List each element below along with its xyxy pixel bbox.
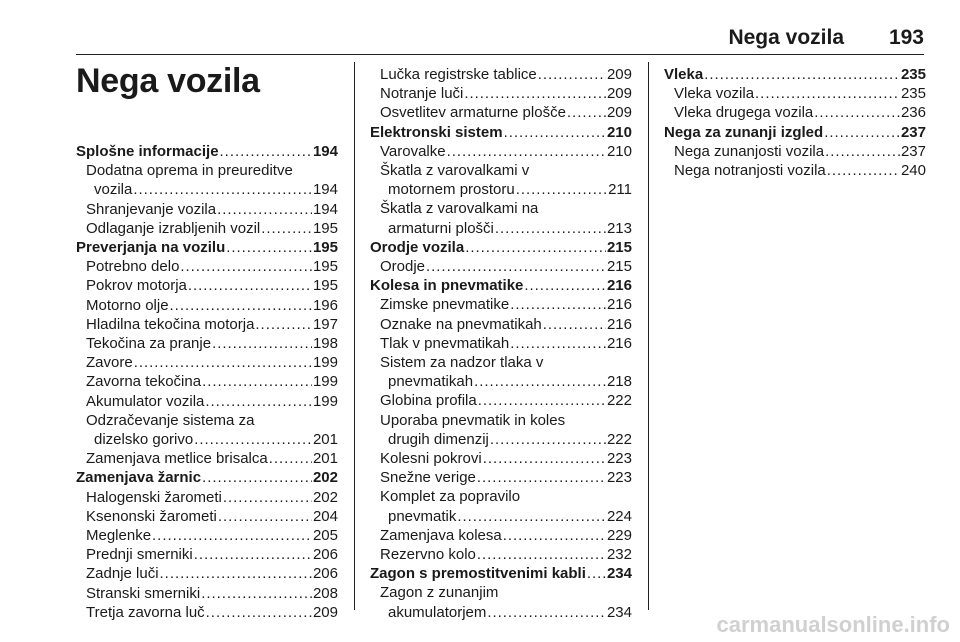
toc-section[interactable] — [370, 238, 632, 257]
dot-leader — [133, 180, 312, 199]
toc-entry[interactable] — [370, 65, 632, 84]
dot-leader — [487, 603, 606, 622]
toc-entry-title-line: Škatla z varovalkami v — [380, 162, 530, 180]
dot-leader — [220, 142, 312, 161]
toc-entry-title: Pokrov motorja — [86, 277, 187, 295]
toc-page-number: 194 — [312, 143, 338, 160]
toc-entry-title: Akumulator vozila — [86, 392, 205, 410]
toc-entry[interactable] — [76, 315, 338, 334]
toc-line — [86, 603, 338, 622]
toc-line — [380, 372, 632, 391]
toc-entry[interactable] — [76, 276, 338, 295]
toc-page-number: 218 — [606, 373, 632, 391]
toc-entry-title: Oznake na pnevmatikah — [380, 315, 542, 333]
toc-entry-title-line: Uporaba pnevmatik in koles — [380, 411, 566, 429]
toc-entry[interactable] — [370, 353, 632, 391]
toc-line — [380, 449, 632, 468]
toc-entry-title: Tlak v pnevmatikah — [380, 334, 510, 352]
dot-leader — [269, 449, 312, 468]
toc-column-1 — [76, 142, 338, 622]
toc-entry-title: Nega notranjosti vozila — [674, 162, 826, 180]
toc-page-number: 216 — [606, 296, 632, 314]
toc-entry[interactable] — [76, 353, 338, 372]
dot-leader — [194, 545, 312, 564]
toc-entry-title: drugih dimenzij — [388, 430, 489, 448]
dot-leader — [457, 507, 606, 526]
toc-entry-title: Potrebno delo — [86, 258, 180, 276]
toc-entry[interactable] — [76, 507, 338, 526]
dot-leader — [524, 276, 606, 295]
toc-line — [370, 123, 632, 142]
toc-entry-title: dizelsko gorivo — [94, 431, 194, 449]
toc-entry-title: Snežne verige — [380, 469, 476, 487]
watermark: carmanualsonline.info — [716, 612, 950, 637]
dot-leader — [170, 296, 312, 315]
dot-leader — [587, 564, 606, 583]
toc-entry[interactable] — [370, 142, 632, 161]
toc-entry[interactable] — [370, 449, 632, 468]
toc-entry-title: Lučka registrske tablice — [380, 66, 537, 83]
toc-section-title: Kolesa in pnevmatike — [370, 277, 524, 295]
toc-line — [86, 430, 338, 449]
header-title: Nega vozila — [728, 26, 844, 49]
toc-page-number: 201 — [312, 431, 338, 449]
toc-page-number: 209 — [606, 85, 632, 103]
toc-entry[interactable] — [76, 372, 338, 391]
dot-leader — [474, 372, 606, 391]
toc-entry[interactable] — [76, 603, 338, 622]
dot-leader — [160, 564, 312, 583]
toc-line — [86, 180, 338, 199]
dot-leader — [426, 257, 606, 276]
toc-line — [86, 392, 338, 411]
dot-leader — [477, 468, 606, 487]
toc-line — [380, 315, 632, 334]
toc-entry-title: Motorno olje — [86, 296, 169, 314]
toc-entry[interactable] — [370, 468, 632, 487]
dot-leader — [217, 200, 312, 219]
toc-entry[interactable] — [370, 487, 632, 525]
toc-entry[interactable] — [76, 161, 338, 199]
dot-leader — [516, 180, 607, 199]
dot-leader — [510, 295, 606, 314]
toc-entry-title-line: Zagon z zunanjim — [380, 584, 499, 602]
toc-column-3 — [664, 65, 926, 180]
toc-line — [76, 238, 338, 257]
toc-line — [380, 526, 632, 545]
dot-leader — [495, 219, 606, 238]
toc-page-number: 198 — [312, 335, 338, 353]
toc-line — [86, 488, 338, 507]
toc-entry[interactable] — [664, 84, 926, 103]
toc-entry-title: Zavore — [86, 354, 133, 372]
toc-page-number: 216 — [606, 334, 632, 352]
toc-entry-title: Zadnje luči — [86, 565, 159, 583]
toc-entry-title: Varovalke — [380, 142, 446, 160]
dot-leader — [180, 257, 312, 276]
toc-page-number: 197 — [312, 315, 338, 333]
toc-entry[interactable] — [76, 411, 338, 449]
toc-entry-title: Nega zunanjosti vozila — [674, 142, 825, 160]
toc-entry[interactable] — [370, 526, 632, 545]
toc-page-number: 194 — [312, 200, 338, 218]
dot-leader — [226, 238, 312, 257]
toc-entry[interactable] — [76, 449, 338, 468]
toc-page-number: 196 — [312, 296, 338, 314]
toc-page-number: 195 — [312, 277, 338, 295]
toc-entry[interactable] — [370, 199, 632, 237]
toc-page-number: 209 — [312, 603, 338, 621]
toc-entry-title: Prednji smerniki — [86, 546, 193, 564]
dot-leader — [510, 334, 606, 353]
toc-entry-title: Halogenski žarometi — [86, 488, 222, 506]
toc-page-number: 211 — [608, 181, 632, 199]
toc-column-2 — [370, 65, 632, 622]
dot-leader — [188, 276, 312, 295]
toc-entry[interactable] — [664, 103, 926, 122]
toc-entry[interactable] — [76, 296, 338, 315]
toc-line — [76, 468, 338, 487]
toc-entry-title: Meglenke — [86, 527, 152, 545]
toc-entry[interactable] — [370, 295, 632, 314]
toc-line — [380, 142, 632, 161]
dot-leader — [218, 507, 312, 526]
dot-leader — [483, 449, 606, 468]
toc-page-number: 222 — [606, 430, 632, 448]
toc-line — [86, 507, 338, 526]
toc-section[interactable] — [76, 468, 338, 487]
toc-section-title: Splošne informacije — [76, 143, 219, 160]
toc-line — [86, 296, 338, 315]
dot-leader — [212, 334, 312, 353]
toc-page-number: 201 — [312, 450, 338, 468]
dot-leader — [447, 142, 606, 161]
toc-page-number: 199 — [312, 373, 338, 391]
toc-entry[interactable] — [370, 161, 632, 199]
toc-page-number: 222 — [606, 392, 632, 410]
toc-entry[interactable] — [76, 257, 338, 276]
toc-entry-title: Zamenjava kolesa — [380, 526, 502, 544]
toc-section-title: Vleka — [664, 66, 704, 83]
toc-section-title: Preverjanja na vozilu — [76, 239, 226, 257]
toc-entry[interactable] — [76, 219, 338, 238]
dot-leader — [755, 84, 900, 103]
toc-line — [86, 219, 338, 238]
page-title: Nega vozila — [76, 62, 260, 100]
toc-entry[interactable] — [664, 161, 926, 180]
toc-line — [380, 603, 632, 622]
toc-page-number: 234 — [606, 603, 632, 621]
toc-line — [86, 372, 338, 391]
toc-page-number: 216 — [606, 277, 632, 295]
toc-page-number: 223 — [606, 450, 632, 468]
toc-section-title: Elektronski sistem — [370, 123, 503, 141]
toc-entry[interactable] — [664, 142, 926, 161]
toc-line — [86, 200, 338, 219]
toc-entry-title: Stranski smerniki — [86, 584, 201, 602]
toc-page-number: 202 — [312, 488, 338, 506]
toc-entry-title: Rezervno kolo — [380, 546, 476, 564]
toc-entry-title: Ksenonski žarometi — [86, 507, 217, 525]
dot-leader — [478, 391, 606, 410]
toc-line — [664, 123, 926, 142]
dot-leader — [503, 526, 606, 545]
toc-page-number: 205 — [312, 527, 338, 545]
toc-section[interactable] — [76, 142, 338, 161]
toc-page-number: 232 — [606, 546, 632, 564]
toc-entry[interactable] — [370, 315, 632, 334]
toc-entry-title: Zavorna tekočina — [86, 373, 202, 391]
toc-line — [674, 161, 926, 180]
toc-entry-title: Zimske pnevmatike — [380, 296, 510, 314]
toc-page-number: 206 — [312, 565, 338, 583]
toc-page-number: 235 — [900, 66, 926, 83]
toc-line — [380, 84, 632, 103]
toc-page-number: 209 — [606, 66, 632, 83]
toc-line — [380, 180, 632, 199]
toc-line — [86, 526, 338, 545]
toc-entry-title: Kolesni pokrovi — [380, 450, 482, 468]
toc-entry-title: pnevmatik — [388, 507, 457, 525]
toc-page-number: 216 — [606, 315, 632, 333]
toc-entry[interactable] — [370, 583, 632, 621]
dot-leader — [825, 142, 900, 161]
toc-page-number: 237 — [900, 142, 926, 160]
toc-line — [380, 468, 632, 487]
toc-line — [86, 564, 338, 583]
dot-leader — [824, 123, 900, 142]
toc-page-number: 236 — [900, 104, 926, 122]
toc-entry-title: pnevmatikah — [388, 373, 474, 391]
toc-entry[interactable] — [370, 257, 632, 276]
toc-entry-title: Osvetlitev armaturne plošče — [380, 104, 566, 122]
toc-entry-title: Tretja zavorna luč — [86, 603, 205, 621]
dot-leader — [464, 84, 606, 103]
dot-leader — [134, 353, 312, 372]
toc-entry[interactable] — [370, 103, 632, 122]
toc-page-number: 199 — [312, 354, 338, 372]
toc-line — [380, 391, 632, 410]
toc-entry-title: Globina profila — [380, 392, 477, 410]
toc-page-number: 234 — [606, 565, 632, 583]
toc-entry-title: Orodje — [380, 258, 426, 276]
toc-entry[interactable] — [76, 526, 338, 545]
toc-page-number: 194 — [312, 181, 338, 199]
toc-line — [674, 103, 926, 122]
toc-entry[interactable] — [370, 391, 632, 410]
toc-entry-title: Hladilna tekočina motorja — [86, 315, 255, 333]
toc-line — [380, 257, 632, 276]
toc-line — [380, 545, 632, 564]
header-page-number: 193 — [888, 26, 924, 49]
toc-page-number: 199 — [312, 392, 338, 410]
dot-leader — [504, 123, 606, 142]
toc-entry-title-line: Sistem za nadzor tlaka v — [380, 354, 544, 372]
toc-line — [370, 238, 632, 257]
toc-entry-title: Zamenjava metlice brisalca — [86, 450, 268, 468]
toc-entry-title-line: Odzračevanje sistema za — [86, 411, 255, 429]
toc-entry[interactable] — [370, 334, 632, 353]
toc-section[interactable] — [664, 123, 926, 142]
toc-entry-title: Notranje luči — [380, 85, 464, 103]
toc-section-title: Zagon s premostitvenimi kabli — [370, 565, 586, 583]
toc-line — [86, 584, 338, 603]
toc-line — [76, 142, 338, 161]
column-divider — [354, 62, 355, 610]
toc-section[interactable] — [370, 123, 632, 142]
toc-page-number: 195 — [312, 239, 338, 257]
toc-page-number: 202 — [312, 469, 338, 487]
dot-leader — [201, 584, 312, 603]
dot-leader — [543, 315, 606, 334]
toc-entry[interactable] — [370, 545, 632, 564]
dot-leader — [490, 430, 606, 449]
toc-page-number: 240 — [900, 162, 926, 180]
toc-section-title: Nega za zunanji izgled — [664, 123, 824, 141]
toc-page-number: 195 — [312, 219, 338, 237]
toc-entry[interactable] — [76, 200, 338, 219]
dot-leader — [152, 526, 312, 545]
toc-entry[interactable] — [76, 334, 338, 353]
toc-page-number: 235 — [900, 85, 926, 103]
toc-line — [86, 276, 338, 295]
toc-page-number: 210 — [606, 142, 632, 160]
toc-line — [674, 142, 926, 161]
dot-leader — [465, 238, 606, 257]
dot-leader — [202, 372, 312, 391]
dot-leader — [704, 65, 900, 84]
toc-entry[interactable] — [76, 545, 338, 564]
toc-line — [370, 276, 632, 295]
toc-entry-title: armaturni plošči — [388, 219, 494, 237]
toc-section-title: Orodje vozila — [370, 238, 465, 256]
toc-entry-title: Vleka drugega vozila — [674, 104, 814, 122]
dot-leader — [206, 603, 312, 622]
toc-line — [380, 430, 632, 449]
toc-page-number: 209 — [606, 104, 632, 122]
toc-entry-title: Tekočina za pranje — [86, 335, 212, 353]
column-divider — [648, 62, 649, 610]
dot-leader — [567, 103, 606, 122]
toc-section[interactable] — [76, 238, 338, 257]
toc-entry-title: Vleka vozila — [674, 85, 755, 103]
toc-line — [380, 219, 632, 238]
toc-page-number: 213 — [606, 219, 632, 237]
toc-entry-title-line: Dodatna oprema in preureditve — [86, 162, 293, 180]
toc-entry-title: Shranjevanje vozila — [86, 200, 217, 218]
toc-entry[interactable] — [76, 564, 338, 583]
toc-page-number: 210 — [606, 123, 632, 141]
toc-line — [380, 65, 632, 84]
dot-leader — [261, 219, 312, 238]
toc-line — [380, 507, 632, 526]
dot-leader — [194, 430, 312, 449]
toc-page-number: 229 — [606, 526, 632, 544]
toc-line — [86, 449, 338, 468]
toc-line — [86, 334, 338, 353]
toc-entry-title-line: Škatla z varovalkami na — [380, 200, 539, 218]
toc-section[interactable] — [370, 276, 632, 295]
toc-entry-title: akumulatorjem — [388, 603, 487, 621]
toc-entry-title: Odlaganje izrabljenih vozil — [86, 219, 261, 237]
toc-page-number: 223 — [606, 469, 632, 487]
toc-section-title: Zamenjava žarnic — [76, 469, 202, 487]
toc-page-number: 204 — [312, 507, 338, 525]
toc-line — [674, 84, 926, 103]
dot-leader — [205, 392, 312, 411]
toc-line — [380, 334, 632, 353]
toc-entry[interactable] — [370, 411, 632, 449]
toc-entry-title: vozila — [94, 181, 133, 199]
toc-line — [380, 295, 632, 314]
toc-page-number: 206 — [312, 546, 338, 564]
toc-line — [664, 65, 926, 84]
toc-entry[interactable] — [76, 488, 338, 507]
page-header — [76, 24, 924, 55]
dot-leader — [814, 103, 900, 122]
toc-page-number: 195 — [312, 258, 338, 276]
toc-line — [380, 103, 632, 122]
dot-leader — [827, 161, 900, 180]
dot-leader — [538, 65, 606, 84]
toc-entry[interactable] — [76, 392, 338, 411]
toc-line — [86, 257, 338, 276]
toc-page-number: 224 — [606, 507, 632, 525]
dot-leader — [202, 468, 312, 487]
toc-line — [86, 545, 338, 564]
toc-entry[interactable] — [76, 584, 338, 603]
toc-entry-title: motornem prostoru — [388, 181, 515, 199]
toc-page-number: 237 — [900, 123, 926, 141]
toc-page-number: 215 — [606, 258, 632, 276]
toc-section[interactable] — [664, 65, 926, 84]
toc-line — [370, 564, 632, 583]
dot-leader — [477, 545, 606, 564]
toc-section[interactable] — [370, 564, 632, 583]
toc-line — [86, 353, 338, 372]
toc-page-number: 208 — [312, 584, 338, 602]
toc-entry-title-line: Komplet za popravilo — [380, 488, 521, 506]
dot-leader — [255, 315, 312, 334]
toc-line — [86, 315, 338, 334]
dot-leader — [223, 488, 312, 507]
toc-page-number: 215 — [606, 238, 632, 256]
toc-entry[interactable] — [370, 84, 632, 103]
